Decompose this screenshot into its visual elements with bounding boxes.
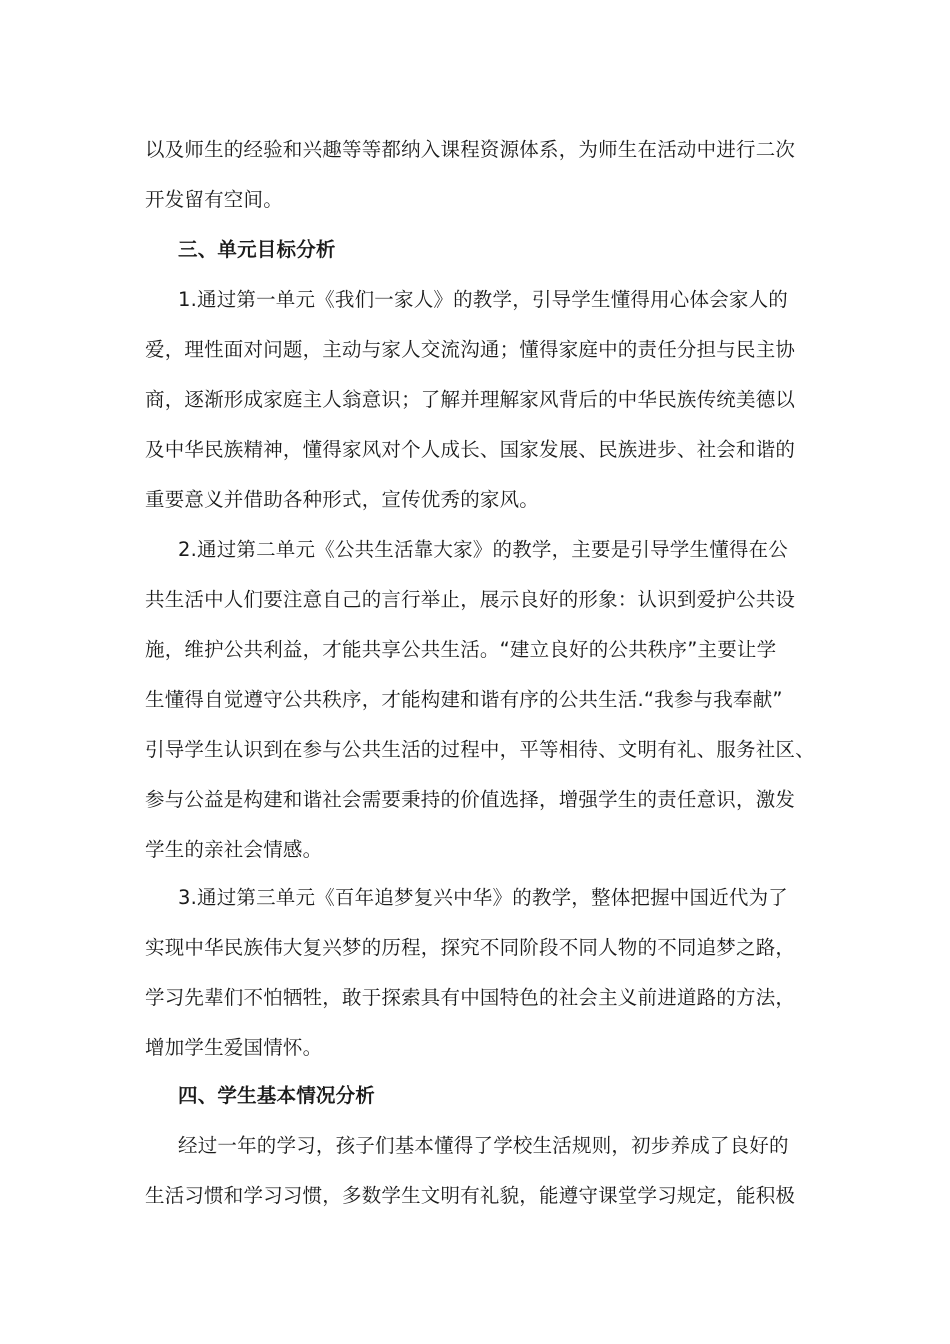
body-text-line: 生懂得自觉遵守公共秩序，才能构建和谐有序的公共生活.“我参与我奉献” [145, 688, 783, 711]
body-text-line: 参与公益是构建和谐社会需要秉持的价值选择，增强学生的责任意识，激发 [145, 788, 796, 811]
body-text-line: 学生的亲社会情感。 [145, 838, 323, 861]
section-heading: 四、学生基本情况分析 [178, 1084, 376, 1107]
body-text-line: 以及师生的经验和兴趣等等都纳入课程资源体系，为师生在活动中进行二次 [145, 138, 796, 161]
body-text-line: 爱，理性面对问题，主动与家人交流沟通；懂得家庭中的责任分担与民主协 [145, 338, 796, 361]
body-text-line: 重要意义并借助各种形式，宣传优秀的家风。 [145, 488, 540, 511]
body-text-line: 开发留有空间。 [145, 188, 283, 211]
section-heading: 三、单元目标分析 [178, 238, 336, 261]
body-text-line: 引导学生认识到在参与公共生活的过程中，平等相待、文明有礼、服务社区、 [145, 738, 815, 761]
body-text-line: 生活习惯和学习习惯，多数学生文明有礼貌，能遵守课堂学习规定，能积极 [145, 1184, 796, 1207]
paragraph-first-line: 3.通过第三单元《百年追梦复兴中华》的教学，整体把握中国近代为了 [178, 886, 789, 909]
body-text-line: 共生活中人们要注意自己的言行举止，展示良好的形象：认识到爱护公共设 [145, 588, 796, 611]
body-text-line: 及中华民族精神，懂得家风对个人成长、国家发展、民族进步、社会和谐的 [145, 438, 796, 461]
paragraph-first-line: 经过一年的学习，孩子们基本懂得了学校生活规则，初步养成了良好的 [178, 1134, 789, 1157]
paragraph-first-line: 2.通过第二单元《公共生活靠大家》的教学，主要是引导学生懂得在公 [178, 538, 789, 561]
body-text-line: 商，逐渐形成家庭主人翁意识；了解并理解家风背后的中华民族传统美德以 [145, 388, 796, 411]
body-text-line: 增加学生爱国情怀。 [145, 1036, 323, 1059]
body-text-line: 施，维护公共利益，才能共享公共生活。“建立良好的公共秩序”主要让学 [145, 638, 777, 661]
body-text-line: 实现中华民族伟大复兴梦的历程，探究不同阶段不同人物的不同追梦之路， [145, 936, 796, 959]
paragraph-first-line: 1.通过第一单元《我们一家人》的教学，引导学生懂得用心体会家人的 [178, 288, 789, 311]
body-text-line: 学习先辈们不怕牺牲，敢于探索具有中国特色的社会主义前进道路的方法， [145, 986, 796, 1009]
